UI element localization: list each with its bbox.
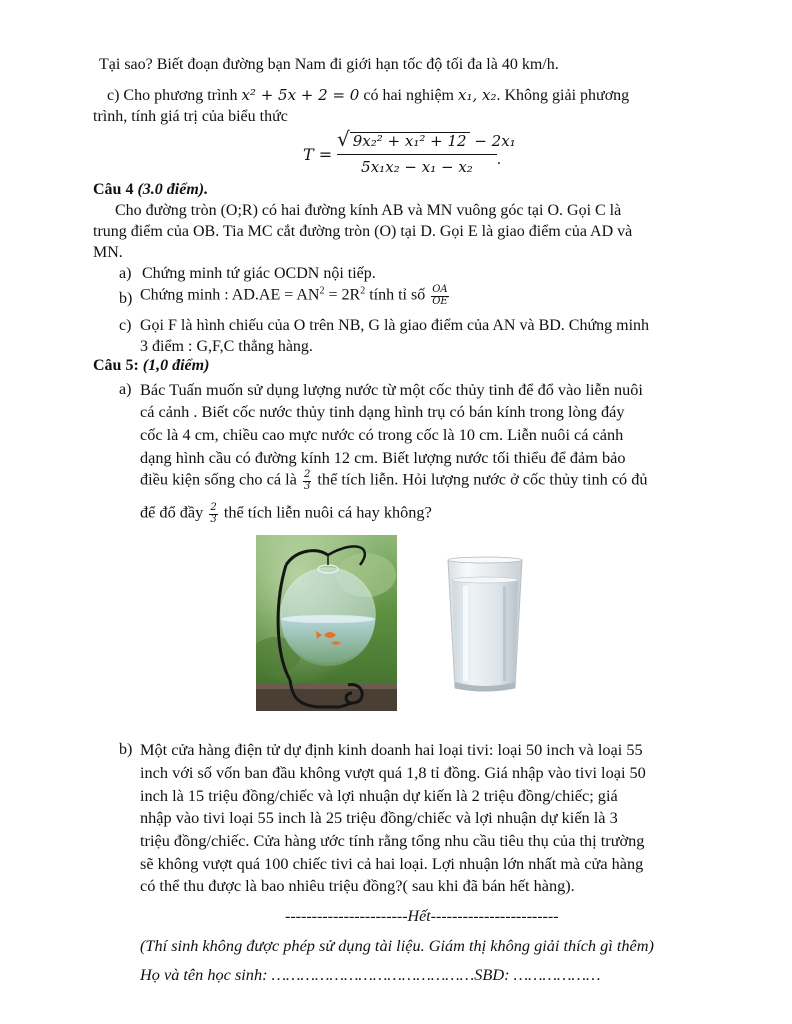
student-info-line: Họ và tên học sinh: ……………………………………SBD: ……………… [140, 965, 601, 984]
fishbowl-image [256, 535, 397, 711]
exam-note: (Thí sinh không được phép sử dụng tài liệu. Giám thị không giải thích gì thêm) [140, 936, 654, 955]
text-line: 3 điểm : G,F,C thẳng hàng. [140, 338, 313, 355]
text: để đổ đầy [140, 502, 208, 522]
two-thirds-fraction [209, 503, 217, 525]
text: . Không giải phương [496, 87, 630, 104]
end-dashes: ------------------------ [430, 908, 559, 925]
sqrt-sign: √ [337, 127, 350, 151]
fraction-denominator: OE [432, 295, 448, 307]
text: thể tích liễn nuôi cá hay không? [219, 502, 432, 522]
text-line: có thể thu được là bao nhiêu triệu đồng?( sau khi đã bán hết hàng). [140, 876, 575, 895]
item-label: b) [119, 741, 133, 758]
text: có hai nghiệm [359, 87, 458, 104]
formula-numerator [337, 127, 516, 155]
item-label: b) [119, 290, 133, 307]
text: thể tích liễn. Hỏi lượng nước ở cốc thủy tinh có đủ [313, 469, 648, 489]
text-line: trung điểm của OB. Tia MC cắt đường tròn (O) tại D. Gọi E là giao điểm của AD và [93, 223, 633, 240]
text: điều kiện sống cho cá là [140, 469, 301, 489]
end-marker [285, 908, 559, 926]
superscript: 2 [360, 285, 366, 297]
sqrt-content: 9x₂² + x₁² + 12 [350, 132, 470, 150]
text-line: inch là 15 triệu đồng/chiếc và lợi nhuận dự kiến là 2 triệu đồng/chiếc; giá [140, 786, 618, 805]
text-line: triệu đồng/chiếc. Cửa hàng ước tính rằng tổng nhu cầu tiêu thụ của thị trường [140, 831, 645, 850]
text-line: Bác Tuấn muốn sử dụng lượng nước từ một cốc thủy tinh để đổ vào liễn nuôi [140, 380, 643, 399]
end-word: Hết [407, 908, 431, 925]
item-label: c) [119, 317, 132, 334]
superscript: 2 [319, 285, 325, 297]
two-thirds-fraction [303, 470, 311, 492]
text-line: Cho đường tròn (O;R) có hai đường kính AB và MN vuông góc tại O. Gọi C là [115, 202, 622, 219]
text-line: cá cảnh . Biết cốc nước thủy tinh dạng hình trụ có bán kính trong lòng đáy [140, 402, 625, 421]
fraction-denominator: 3 [210, 513, 217, 525]
question-5-label: Câu 5: [93, 357, 139, 374]
text: tính tỉ số [365, 286, 430, 304]
question-4b-line [140, 285, 451, 307]
text-line: trình, tính giá trị của biểu thức [93, 108, 288, 125]
question-5a-line [140, 470, 648, 492]
text-line: sẽ không vượt quá 100 chiếc tivi cả hai loại. Lợi nhuận lớn nhất mà cửa hàng [140, 854, 644, 873]
text-line: MN. [93, 244, 123, 261]
text-line: Chứng minh tứ giác OCDN nội tiếp. [142, 265, 376, 282]
text-line: Một cửa hàng điện tử dự định kinh doanh hai loại tivi: loại 50 inch và loại 55 [140, 740, 643, 759]
fraction-numerator: 2 [210, 502, 217, 513]
formula-fraction [337, 127, 516, 176]
text-line: Tại sao? Biết đoạn đường bạn Nam đi giới hạn tốc độ tối đa là 40 km/h. [99, 56, 559, 73]
item-label: a) [119, 381, 132, 398]
equation: x² + 5x + 2 = 0 [241, 86, 360, 104]
question-4-heading [93, 181, 208, 199]
text-line: inch với số vốn ban đầu không vượt quá 1,8 tỉ đồng. Giá nhập vào tivi loại 50 [140, 763, 646, 782]
text-line: Gọi F là hình chiếu của O trên NB, G là giao điểm của AN và BD. Chứng minh [140, 317, 650, 334]
text-line: dạng hình cầu có đường kính 12 cm. Biết lượng nước tối thiểu để đảm bảo [140, 448, 626, 467]
ratio-fraction [431, 285, 449, 307]
fraction-numerator: 2 [303, 469, 311, 480]
text-line: nhập vào tivi loại 55 inch là 25 triệu đồng/chiếc và lợi nhuận dự kiến là 3 [140, 808, 618, 827]
end-dashes: ----------------------- [285, 908, 408, 925]
water-glass-illustration [445, 556, 525, 696]
water-glass-image [445, 556, 525, 696]
question-4-points: (3.0 điểm). [133, 181, 209, 198]
question-3c-line [107, 87, 629, 105]
fraction-denominator: 3 [303, 480, 311, 492]
numerator-tail: − 2x₁ [469, 132, 516, 150]
question-5-points: (1,0 điểm) [138, 357, 210, 374]
question-5a-line [140, 503, 432, 525]
text: = 2R [324, 286, 361, 304]
formula-lhs: T = [303, 145, 333, 164]
text: Chứng minh : AD.AE = AN [140, 286, 320, 304]
text: c) Cho phương trình [107, 87, 242, 104]
formula-denominator: 5x₁x₂ − x₁ − x₂ [361, 158, 473, 176]
item-label: a) [119, 265, 132, 282]
formula-period: . [497, 151, 501, 168]
fishbowl-illustration [256, 535, 397, 711]
fraction-numerator: OA [432, 284, 448, 295]
question-4-label: Câu 4 [93, 181, 134, 198]
roots: x₁, x₂ [457, 86, 497, 104]
text-line: cốc là 4 cm, chiều cao mực nước có trong cốc là 10 cm. Liễn nuôi cá cảnh [140, 425, 624, 444]
question-5-heading [93, 357, 209, 375]
